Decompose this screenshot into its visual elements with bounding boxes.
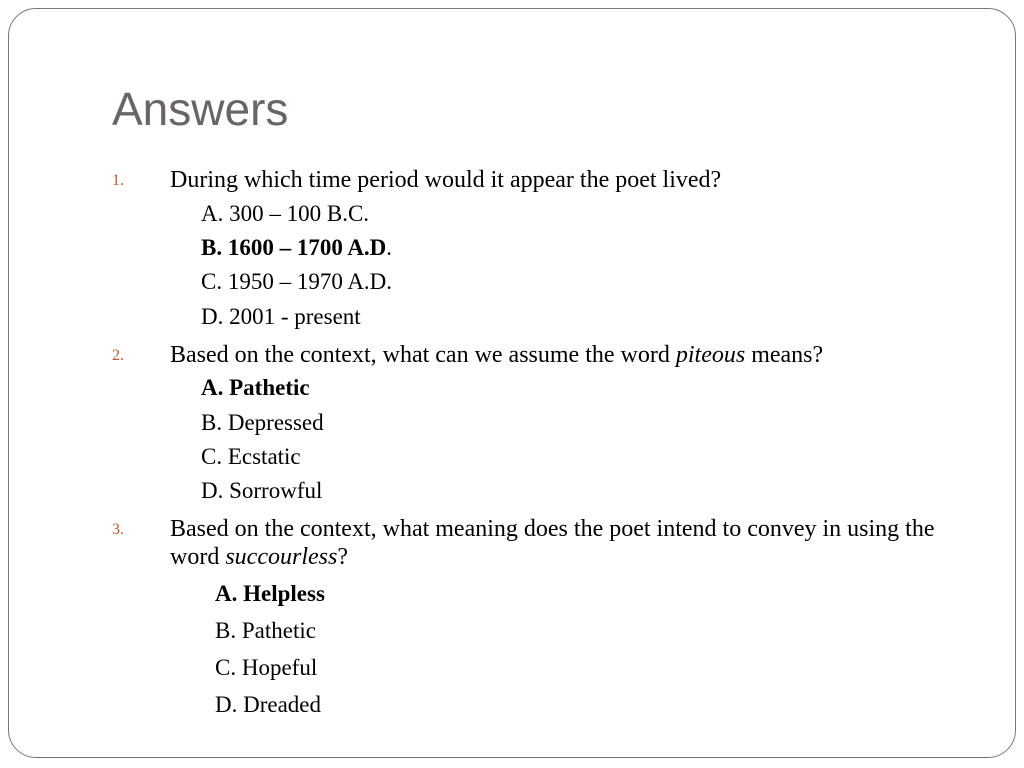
question-number: 2. [112, 347, 124, 364]
answer-option: A. 300 – 100 B.C. [201, 201, 370, 226]
answer-option: D. Dreaded [215, 692, 322, 717]
question-italic-word: succourless [225, 544, 338, 570]
question-text [170, 515, 950, 571]
answer-option: C. Ecstatic [201, 444, 301, 469]
question-number: 1. [112, 172, 124, 189]
question-text [170, 341, 950, 369]
answer-option: B. Depressed [201, 410, 324, 435]
answer-option: D. 2001 - present [201, 304, 361, 329]
answer-option-correct: A. Helpless [215, 581, 325, 606]
answer-option: D. Sorrowful [201, 478, 323, 503]
correct-answer-label: B. 1600 – 1700 A.D [201, 235, 387, 260]
answer-option-correct [201, 234, 392, 262]
slide-title: Answers [112, 83, 289, 135]
question-number: 3. [112, 521, 124, 538]
question-text-part: Based on the context, what can we assume the word [170, 342, 676, 368]
question-text-part: ? [337, 544, 348, 570]
question-text-part: Based on the context, what meaning does the poet intend to convey in using the word [170, 516, 935, 570]
answer-option: B. Pathetic [215, 618, 316, 643]
answer-option: C. 1950 – 1970 A.D. [201, 269, 393, 294]
question-text [170, 166, 950, 194]
question-text-part: means? [745, 342, 824, 368]
answer-option-correct: A. Pathetic [201, 375, 310, 400]
question-text-part: During which time period would it appear the poet lived? [170, 167, 722, 193]
answer-option: C. Hopeful [215, 655, 318, 680]
question-italic-word: piteous [675, 342, 746, 368]
answer-suffix: . [386, 235, 393, 260]
